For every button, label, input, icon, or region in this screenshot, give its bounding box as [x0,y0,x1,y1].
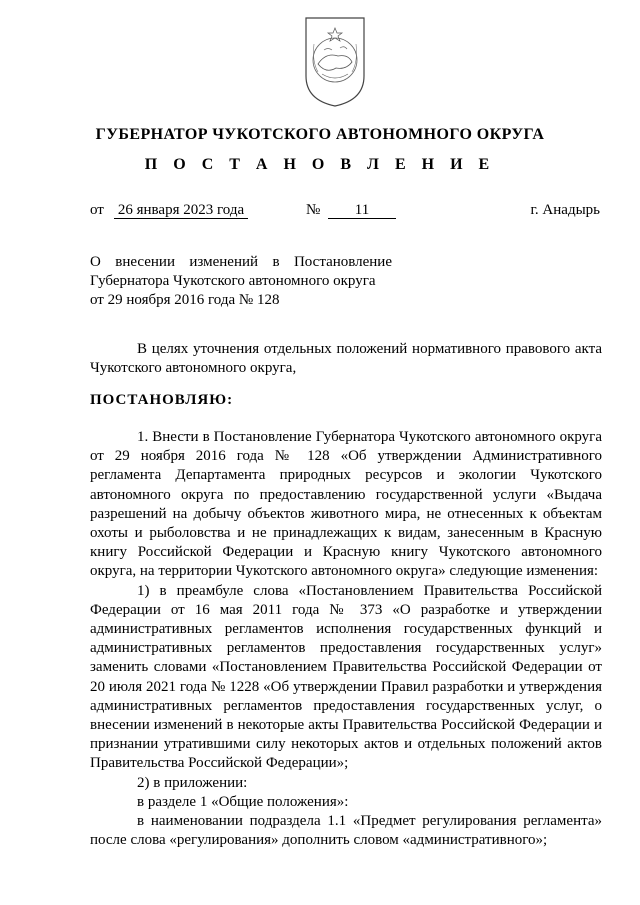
subject-line-3: от 29 ноября 2016 года № 128 [90,292,280,308]
body-paragraph: 2) в приложении: [137,774,248,791]
body-paragraph: 1. Внести в Постановление Губернатора Чукотского автономного округа от 29 ноября 2016 года № 128 «Об утверждении Административного регламента Департамента природных ресурсов и экологии Чукотского автономного округа по предоставлению государственной услуги «Выдача разрешений на добычу объектов животного мира, не отнесенных к объектам охоты и рыболовства и не принадлежащих к видам, занесенным в Красную книгу Российской Федерации и Красную книгу Чукотского автономного округа, на территории Чукотского автономного округа» следующие изменения: [90,429,602,580]
subject-line-2: Губернатора Чукотского автономного округа [90,273,376,289]
document-date: 26 января 2023 года [114,202,248,219]
document-subject [90,253,392,310]
body-paragraph: в наименовании подраздела 1.1 «Предмет регулирования регламента» после слова «регулирования» дополнить словом «административного»; [90,813,602,849]
document-meta-row [90,202,600,222]
body-paragraph: в разделе 1 «Общие положения»: [137,793,349,810]
document-place: г. Анадырь [530,202,600,218]
document-body [90,428,602,850]
subject-line-1: О внесении изменений в Постановление [90,254,392,270]
governor-title: ГУБЕРНАТОР ЧУКОТСКОГО АВТОНОМНОГО ОКРУГА [95,126,545,143]
number-prefix: № [306,202,321,218]
preamble-text: В целях уточнения отдельных положений нормативного правового акта Чукотского автономного округа, [90,341,602,376]
resolve-heading: ПОСТАНОВЛЯЮ: [90,392,234,408]
document-type-heading: П О С Т А Н О В Л Е Н И Е [144,156,496,173]
date-prefix: от [90,202,104,218]
coat-of-arms-emblem [300,14,370,108]
preamble [90,340,602,378]
body-paragraph: 1) в преамбуле слова «Постановлением Правительства Российской Федерации от 16 мая 2011 года № 373 «О разработке и утверждении административных регламентов исполнения государственных функций и административных регламентов предоставления государственных услуг» заменить словами «Постановлением Правительства Российской Федерации от 20 июля 2021 года № 1228 «Об утверждении Правил разработки и утверждения административных регламентов предоставления государственных услуг, о внесении изменений в некоторые акты Правительства Российской Федерации и признании утратившими силу некоторых актов и отдельных положений актов Правительства Российской Федерации»; [90,582,602,772]
document-number: 11 [328,202,396,219]
